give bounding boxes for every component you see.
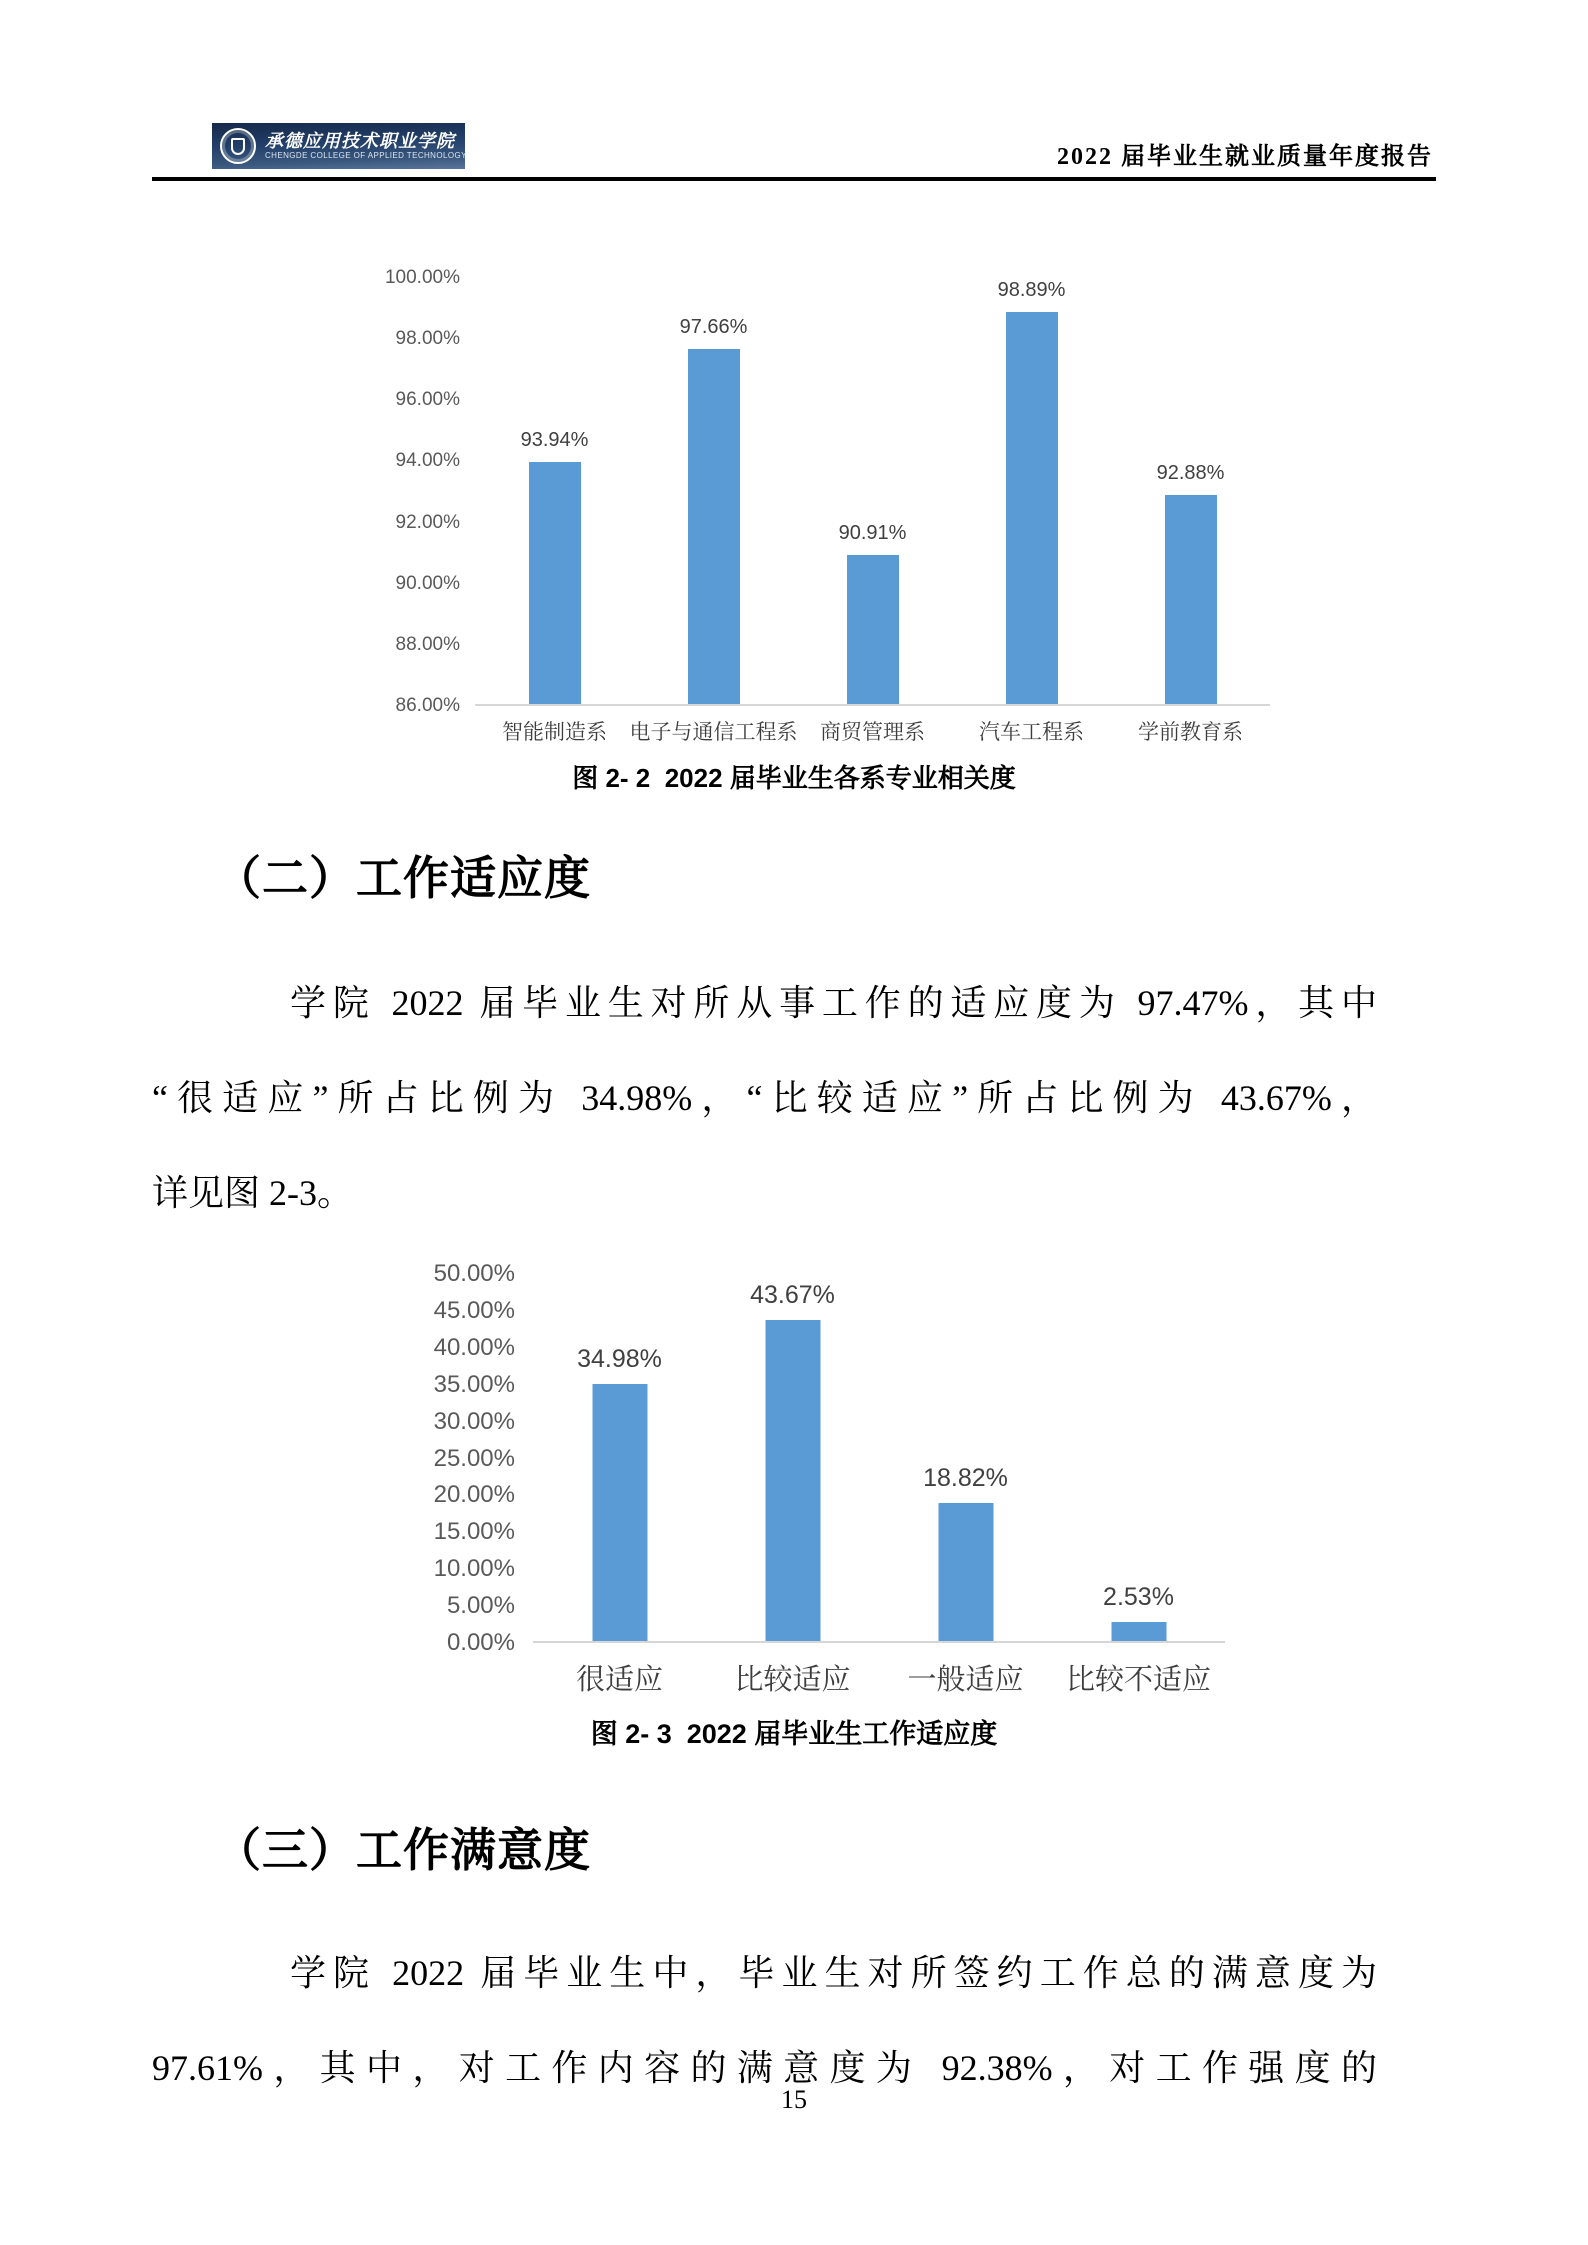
y-axis-tick-label: 30.00%	[433, 1407, 515, 1435]
paragraph-line: 97.61%，其中，对工作内容的满意度为 92.38%，对工作强度的	[152, 2048, 1377, 2088]
y-axis-tick-label: 10.00%	[433, 1555, 515, 1583]
bar	[1006, 312, 1058, 704]
paragraph-line: 学院 2022 届毕业生中，毕业生对所签约工作总的满意度为	[290, 1953, 1377, 1993]
y-axis-tick-label: 94.00%	[395, 450, 460, 472]
bar-group	[952, 278, 1111, 744]
y-axis-tick-label: 40.00%	[433, 1333, 515, 1361]
paragraph-line: 详见图 2-3。	[152, 1173, 353, 1213]
college-name-cn: 承德应用技术职业学院	[265, 131, 455, 151]
bar	[592, 1384, 647, 1641]
bar	[847, 555, 899, 704]
figure-2-3-caption: 图 2- 3 2022 届毕业生工作适应度	[590, 1719, 998, 1749]
paragraph-line: 学院 2022 届毕业生对所从事工作的适应度为 97.47%，其中	[290, 983, 1377, 1023]
y-axis-tick-label: 88.00%	[395, 633, 460, 655]
bar-value-label: 34.98%	[577, 1345, 662, 1374]
bar-value-label: 92.88%	[1156, 461, 1225, 484]
y-axis-tick-label: 90.00%	[395, 572, 460, 594]
bar-category-label: 汽车工程系	[979, 721, 1084, 744]
y-axis-tick-label: 0.00%	[446, 1629, 515, 1656]
bar-value-label: 97.66%	[679, 316, 748, 339]
shield-icon	[231, 138, 245, 155]
bar-value-label: 90.91%	[838, 521, 907, 544]
bar-group	[1052, 1274, 1225, 1696]
bar	[938, 1503, 993, 1641]
header-divider	[152, 177, 1436, 181]
plot-area	[475, 278, 1270, 744]
y-axis-tick-label: 35.00%	[433, 1370, 515, 1398]
y-axis	[370, 267, 460, 716]
section-heading-work-adaptability: （二）工作适应度	[215, 853, 591, 904]
bar-group	[475, 278, 634, 744]
bar-group	[706, 1274, 879, 1696]
y-axis-tick-label: 5.00%	[446, 1592, 515, 1620]
bar	[1111, 1622, 1166, 1641]
paragraph-line: “很适应”所占比例为 34.98%，“比较适应”所占比例为 43.67%，	[152, 1078, 1377, 1118]
bar-category-label: 比较不适应	[1065, 1664, 1212, 1696]
college-logo-text	[265, 131, 467, 161]
bar-group	[1111, 278, 1270, 744]
bar-category-label: 商贸管理系	[820, 721, 925, 744]
y-axis	[425, 1260, 515, 1656]
bar-group	[793, 278, 952, 744]
bar-category-label: 电子与通信工程系	[629, 721, 798, 744]
college-logo	[212, 123, 465, 169]
bar-category-label: 智能制造系	[502, 721, 607, 744]
y-axis-tick-label: 45.00%	[433, 1296, 515, 1324]
bar-category-label: 很适应	[575, 1664, 664, 1696]
bar	[1165, 495, 1217, 704]
college-name-en: CHENGDE COLLEGE OF APPLIED TECHNOLOGY	[265, 151, 467, 160]
bar-value-label: 18.82%	[923, 1463, 1008, 1492]
report-header-title: 2022 届毕业生就业质量年度报告	[1057, 144, 1433, 170]
y-axis-tick-label: 92.00%	[395, 511, 460, 533]
page-number: 15	[781, 2085, 807, 2114]
bar-chart-figure-2-3	[425, 1260, 1225, 1696]
bar-group	[879, 1274, 1052, 1696]
y-axis-tick-label: 50.00%	[433, 1260, 515, 1287]
figure-2-2-caption: 图 2- 2 2022 届毕业生各系专业相关度	[572, 763, 1016, 793]
section-heading-work-satisfaction: （三）工作满意度	[215, 1825, 591, 1876]
bar-value-label: 98.89%	[997, 278, 1066, 301]
y-axis-tick-label: 20.00%	[433, 1481, 515, 1509]
bar-category-label: 学前教育系	[1138, 721, 1243, 744]
plot-area	[533, 1274, 1225, 1696]
bar-value-label: 43.67%	[750, 1281, 835, 1310]
bar-value-label: 2.53%	[1103, 1583, 1174, 1612]
y-axis-tick-label: 25.00%	[433, 1444, 515, 1472]
bar-group	[533, 1274, 706, 1696]
y-axis-tick-label: 86.00%	[395, 695, 460, 716]
y-axis-tick-label: 100.00%	[384, 267, 460, 288]
college-emblem-icon	[220, 128, 256, 164]
bar-category-label: 一般适应	[907, 1664, 1024, 1696]
bar-group	[629, 278, 798, 744]
bar-value-label: 93.94%	[520, 429, 589, 452]
bar	[765, 1320, 820, 1641]
bar	[688, 349, 740, 704]
bar-category-label: 比较适应	[734, 1664, 851, 1696]
y-axis-tick-label: 96.00%	[395, 389, 460, 411]
bar	[529, 462, 581, 704]
bar-chart-figure-2-2	[370, 267, 1270, 744]
y-axis-tick-label: 98.00%	[395, 328, 460, 350]
y-axis-tick-label: 15.00%	[433, 1518, 515, 1546]
paragraph-work-adaptability	[152, 978, 1377, 1263]
